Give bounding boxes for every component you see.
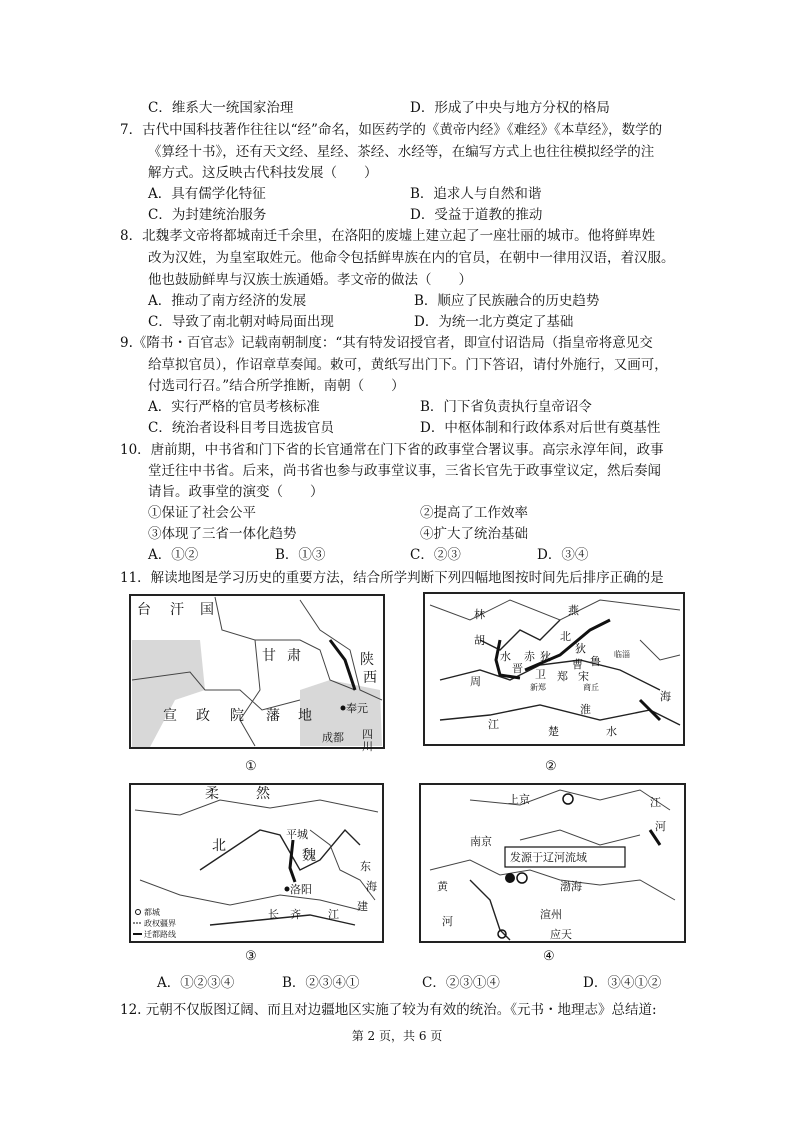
map2-label-di1: 狄 — [575, 642, 586, 655]
map4-label-nanjing: 南京 — [470, 835, 492, 848]
q8-option-d: D．为统一北方奠定了基础 — [414, 314, 574, 330]
map3-legend-capital: 都城 — [144, 908, 160, 917]
map4-label-origin: 发源于辽河流域 — [510, 851, 587, 864]
map3-label-bei: 北 — [212, 838, 226, 854]
map1-label-si: 四 — [362, 728, 373, 741]
q9-stem-line-3: 付选司行召。”结合所学推断，南朝（ ） — [148, 378, 405, 394]
q11-option-c: C．②③①④ — [422, 975, 500, 991]
q8-option-b: B．顺应了民族融合的历史趋势 — [414, 293, 600, 309]
map1-label-su: 肃 — [287, 648, 301, 664]
map1-caption: ① — [245, 759, 257, 774]
q11-option-a: A．①②③④ — [157, 975, 235, 991]
q9-option-c: C．统治者设科目考目选拔官员 — [148, 420, 334, 436]
map4-label-huang: 黄 — [437, 880, 448, 893]
map2-label-linzi: 临淄 — [614, 650, 630, 659]
map4-caption: ④ — [543, 949, 555, 964]
map1-label-yuan: 院 — [230, 708, 244, 724]
q10-option-c: C．②③ — [410, 547, 461, 563]
map1-label-han: 汗 — [170, 602, 184, 618]
map1-label-guo: 国 — [200, 602, 214, 618]
map-2 — [424, 593, 684, 774]
map2-label-hu: 胡 — [474, 634, 485, 647]
map4-label-he2: 河 — [442, 915, 453, 928]
q9-option-a: A．实行严格的官员考核标准 — [148, 399, 320, 415]
map1-label-xuan: 宣 — [163, 708, 177, 724]
map2-label-shui: 水 — [500, 650, 511, 663]
map3-label-hai: 海 — [366, 880, 377, 893]
q8-stem-line-1: 8．北魏孝文帝将都城南迁千余里，在洛阳的废墟上建立起了一座壮丽的城市。他将鲜卑姓 — [120, 228, 656, 244]
map3-caption: ③ — [245, 949, 257, 964]
q7-option-b: B．追求人与自然和谐 — [410, 186, 542, 202]
map1-label-tai: 台 — [137, 602, 151, 618]
q10-option-d: D．③④ — [537, 547, 589, 563]
map2-caption: ② — [545, 759, 557, 774]
map1-label-chengdu: 成都 — [322, 731, 344, 744]
map3-label-dong: 东 — [360, 860, 371, 873]
q10-statement-4: ④扩大了统治基础 — [420, 526, 528, 542]
q10-stem-line-2: 堂迁往中书省。后来，尚书省也参与政事堂议事，三省长官先于政事堂议定，然后奏闻 — [148, 463, 661, 479]
q11-option-d: D．③④①② — [583, 975, 662, 991]
q6-option-d: D．形成了中央与地方分权的格局 — [410, 100, 610, 116]
map1-label-gan: 甘 — [262, 648, 276, 664]
q10-option-b: B．①③ — [275, 547, 326, 563]
map2-label-song: 宋 — [578, 670, 589, 683]
map3-label-pingcheng: 平城 — [286, 828, 308, 841]
map2-label-jin: 晋 — [512, 662, 523, 675]
map1-label-fengyuan: 奉元 — [346, 702, 368, 715]
q10-stem-line-3: 请旨。政事堂的演变（ ） — [148, 484, 324, 500]
map2-label-wei: 卫 — [535, 668, 546, 681]
q7-option-d: D．受益于道教的推动 — [410, 207, 543, 223]
q10-statement-2: ②提高了工作效率 — [420, 505, 528, 521]
map-1 — [130, 595, 384, 774]
map2-label-yan: 燕 — [568, 604, 579, 617]
q8-stem-line-2: 改为汉姓，为皇室取姓元。他命令包括鲜卑族在内的官员，在朝中一律用汉语，着汉服。 — [148, 250, 675, 266]
map4-label-zhouzhou: 渲州 — [540, 908, 562, 921]
map1-label-shan: 陕 — [360, 652, 374, 668]
map3-legend-route: 迁都路线 — [144, 930, 176, 939]
q9-stem-line-2: 给草拟官员），作诏章草奏闻。敕可，黄纸写出门下。门下答诏，请付外施行，又画可， — [148, 357, 668, 373]
map3-label-luoyang: 洛阳 — [290, 883, 312, 896]
page-footer: 第 2 页，共 6 页 — [351, 1029, 443, 1043]
q7-stem-line-2: 《算经十书》，还有天文经、星经、茶经、水经等，在编写方式上也往往模拟经学的注 — [148, 144, 655, 160]
q7-option-a: A．具有儒学化特征 — [148, 186, 266, 202]
map2-label-cao: 曹 — [572, 658, 583, 671]
q8-option-a: A．推动了南方经济的发展 — [148, 293, 307, 309]
map1-label-fan: 藩 — [266, 708, 280, 724]
q6-option-c: C．维系大一统国家治理 — [148, 100, 294, 116]
q9-stem-line-1: 9.《隋书・百官志》记载南朝制度：“其有特发诏授官者，即宣付诏诰局（指皇帝将意见交 — [120, 335, 653, 351]
q8-option-c: C．导致了南北朝对峙局面出现 — [148, 314, 334, 330]
q8-stem-line-3: 他也鼓励鲜卑与汉族士族通婚。孝文帝的做法（ ） — [148, 272, 472, 288]
map2-label-lin: 林 — [474, 608, 485, 621]
q10-stem-line-1: 10．唐前期，中书省和门下省的长官通常在门下省的政事堂合署议事。高宗永淳年间，政事 — [120, 442, 664, 458]
map4-label-he: 河 — [655, 820, 666, 833]
map-3 — [130, 784, 383, 964]
map4-label-jiang: 江 — [650, 796, 661, 809]
map3-label-jian: 建 — [357, 900, 368, 913]
q10-statement-1: ①保证了社会公平 — [148, 505, 256, 521]
map4-label-bohai: 渤海 — [560, 880, 582, 893]
q9-option-b: B．门下省负责执行皇帝诏令 — [420, 399, 592, 415]
map2-label-lu: 鲁 — [590, 655, 601, 668]
q10-statement-3: ③体现了三省一体化趋势 — [148, 526, 297, 542]
map2-label-jiang: 江 — [488, 718, 499, 731]
map2-label-chu: 楚 — [548, 725, 559, 738]
q7-stem-line-1: 7．古代中国科技著作往往以“经”命名，如医药学的《黄帝内经》《难经》《本草经》，数学的 — [120, 122, 663, 138]
map2-label-hai: 海 — [660, 690, 671, 703]
map4-label-yingtian: 应天 — [550, 928, 572, 941]
map3-label-chang: 长 — [268, 908, 279, 921]
q11-option-b: B．②③④① — [282, 975, 360, 991]
map2-label-bei: 北 — [560, 630, 571, 643]
map2-label-zhou: 周 — [470, 675, 481, 688]
map2-label-xinzheng: 新郑 — [530, 683, 546, 692]
q7-stem-line-3: 解方式。这反映古代科技发展（ ） — [148, 165, 378, 181]
q9-option-d: D．中枢体制和行政体系对后世有奠基性 — [420, 420, 661, 436]
map3-label-rou: 柔 — [205, 786, 219, 802]
map-4 — [420, 784, 685, 964]
map1-label-xi: 西 — [363, 670, 377, 686]
map2-label-shangqiu: 商丘 — [583, 683, 599, 692]
map2-label-shui2: 水 — [606, 725, 617, 738]
map4-label-shangjing: 上京 — [508, 793, 530, 806]
q12-stem: 12. 元朝不仅版图辽阔、而且对边疆地区实施了较为有效的统治。《元书・地理志》总结道: — [120, 1002, 657, 1018]
q7-option-c: C．为封建统治服务 — [148, 207, 267, 223]
map3-label-jiang: 江 — [328, 908, 339, 921]
map3-label-qi: 齐 — [290, 908, 301, 921]
map1-label-di: 地 — [298, 708, 312, 724]
map2-label-chi: 赤 — [524, 650, 535, 663]
map3-label-ran: 然 — [256, 786, 270, 802]
map2-label-zheng: 郑 — [557, 670, 568, 683]
q11-stem: 11．解读地图是学习历史的重要方法，结合所学判断下列四幅地图按时间先后排序正确的是 — [120, 570, 664, 586]
q10-option-a: A．①② — [148, 547, 199, 563]
map2-label-di2: 狄 — [540, 650, 551, 663]
map1-label-chuan: 川 — [362, 740, 373, 753]
map1-label-zheng: 政 — [196, 708, 210, 724]
map3-legend-border: 政权疆界 — [144, 919, 176, 928]
map2-label-huai: 淮 — [580, 703, 591, 716]
map3-label-wei: 魏 — [302, 848, 316, 864]
